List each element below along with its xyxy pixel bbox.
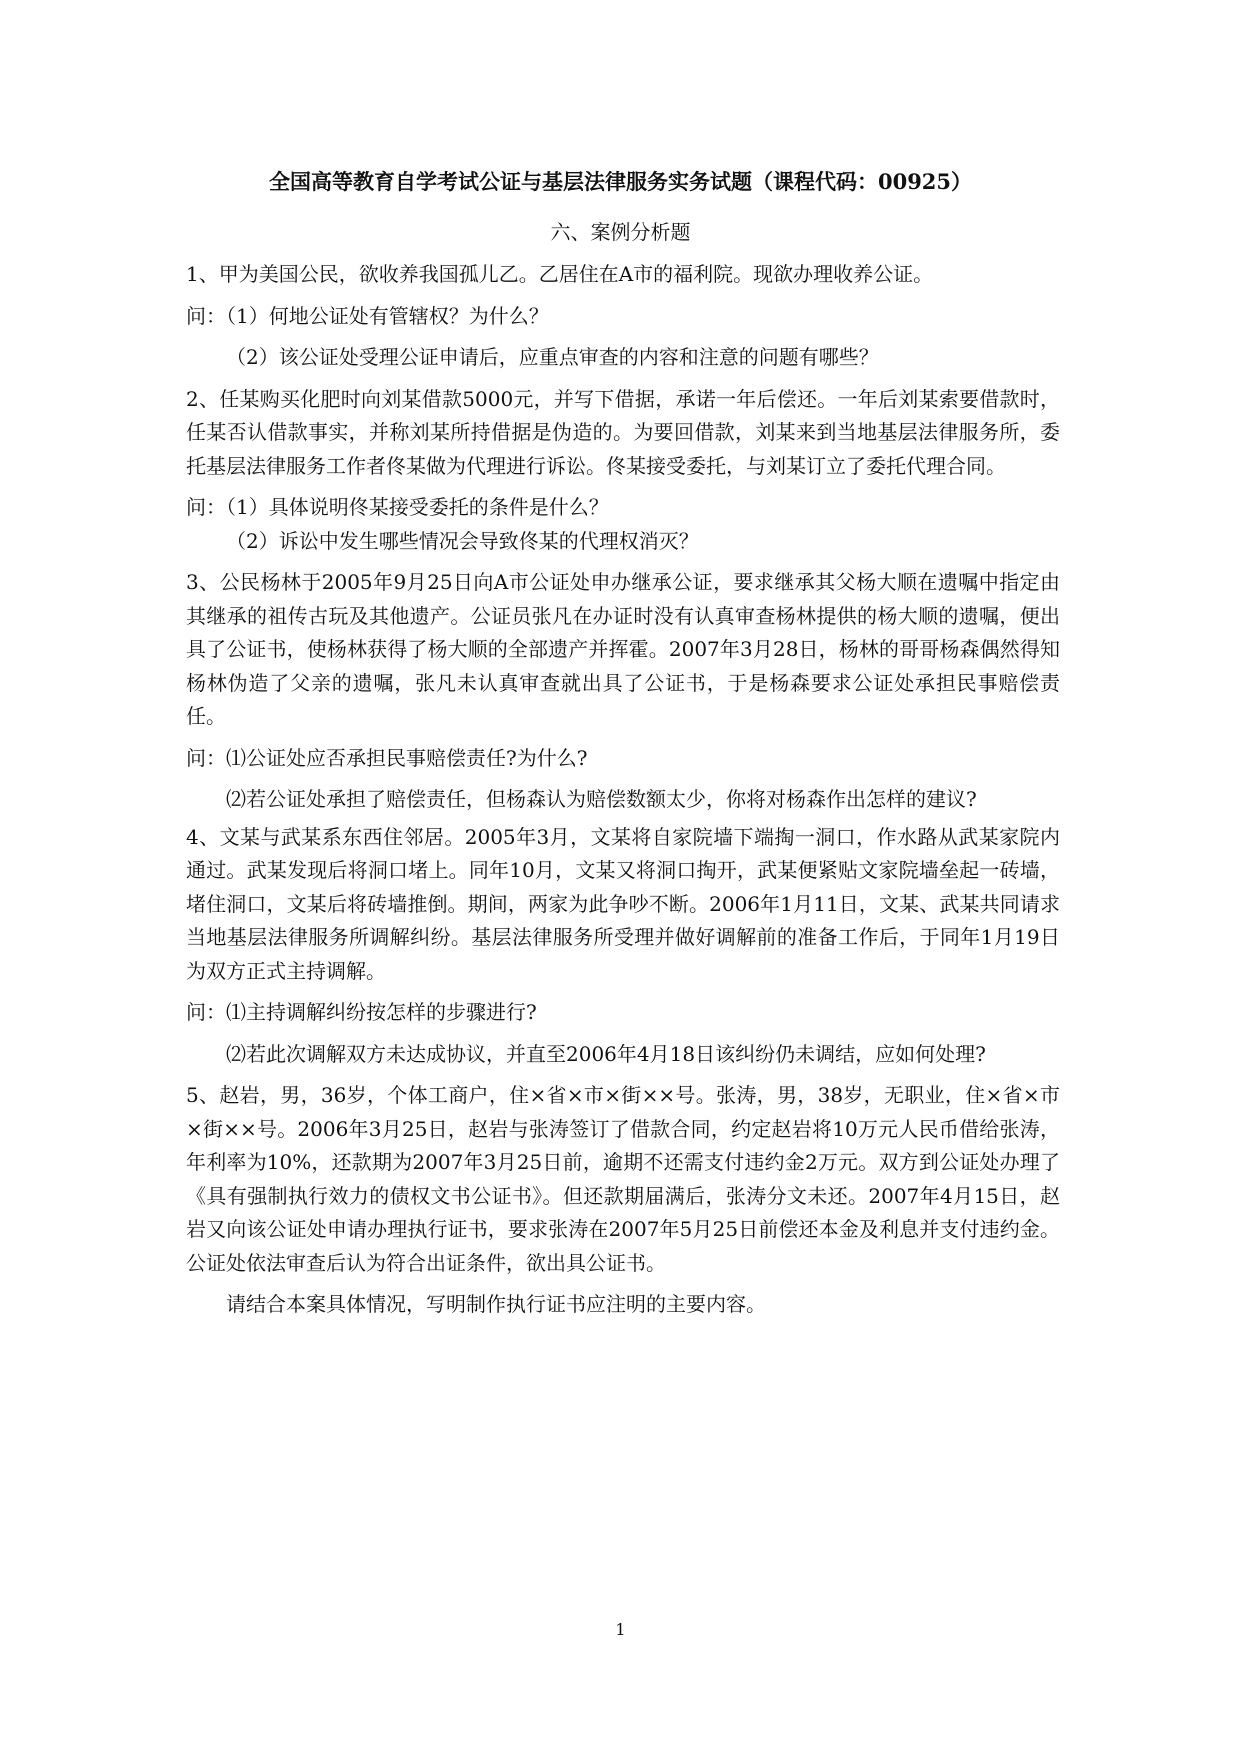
page-title: 全国高等教育自学考试公证与基层法律服务实务试题（课程代码：00925） <box>268 169 973 194</box>
case-4-question-1: 问：⑴主持调解纠纷按怎样的步骤进行? <box>186 1000 537 1024</box>
case-5-question: 请结合本案具体情况，写明制作执行证书应注明的主要内容。 <box>226 1292 766 1316</box>
document-body <box>186 258 1060 1322</box>
case-5-text: 5、赵岩，男，36岁，个体工商户，住×省×市×街××号。张涛，男，38岁，无职业，住×省×市×街××号。2006年3月25日，赵岩与张涛签订了借款合同，约定赵岩将10万元人民币借给张涛，年利率为10%，还款期为2007年3月25日前，逾期不还需支付违约金2万元。双方到公证处办理了《具有强制执行效力的债权文书公证书》。但还款期届满后，张涛分文未还。2007年4月15日，赵岩又向该公证处申请办理执行证书，要求张涛在2007年5月25日前偿还本金及利息并支付违约金。公证处依法审查后认为符合出证条件，欲出具公证书。 <box>186 1083 1060 1275</box>
case-4-question-2: ⑵若此次调解双方未达成协议，并直至2006年4月18日该纠纷仍未调结，应如何处理? <box>226 1041 986 1066</box>
page-number: 1 <box>615 1620 626 1639</box>
case-4-text: 4、文某与武某系东西住邻居。2005年3月，文某将自家院墙下端掏一洞口，作水路从武某家院内通过。武某发现后将洞口堵上。同年10月，文某又将洞口掏开，武某便紧贴文家院墙垒起一砖墙，堵住洞口，文某后将砖墙推倒。期间，两家为此争吵不断。2006年1月11日，文某、武某共同请求当地基层法律服务所调解纠纷。基层法律服务所受理并做好调解前的准备工作后，于同年1月19日为双方正式主持调解。 <box>186 824 1060 983</box>
case-1-question-2: （2）该公证处受理公证申请后，应重点审查的内容和注意的问题有哪些？ <box>226 345 879 369</box>
case-3-question-1: 问：⑴公证处应否承担民事赔偿责任?为什么? <box>186 745 588 770</box>
case-2-question-1: 问：（1）具体说明佟某接受委托的条件是什么？ <box>186 495 609 519</box>
case-1-text: 1、甲为美国公民，欲收养我国孤儿乙。乙居住在A市的福利院。现欲办理收养公证。 <box>186 262 934 286</box>
case-2-text: 2、任某购买化肥时向刘某借款5000元，并写下借据，承诺一年后偿还。一年后刘某索要借款时，任某否认借款事实，并称刘某所持借据是伪造的。为要回借款，刘某来到当地基层法律服务所，委托基层法律服务工作者佟某做为代理进行诉讼。佟某接受委托，与刘某订立了委托代理合同。 <box>186 386 1060 478</box>
case-2-question-2: （2）诉讼中发生哪些情况会导致佟某的代理权消灭？ <box>226 528 699 553</box>
case-1-question-1: 问：（1）何地公证处有管辖权？为什么？ <box>186 303 549 328</box>
case-3-text: 3、公民杨林于2005年9月25日向A市公证处申办继承公证，要求继承其父杨大顺在遗嘱中指定由其继承的祖传古玩及其他遗产。公证员张凡在办证时没有认真审查杨林提供的杨大顺的遗嘱，便出具了公证书，使杨林获得了杨大顺的全部遗产并挥霍。2007年3月28日，杨林的哥哥杨森偶然得知杨林伪造了父亲的遗嘱，张凡未认真审查就出具了公证书，于是杨森要求公证处承担民事赔偿责任。 <box>186 570 1060 728</box>
section-heading: 六、案例分析题 <box>550 220 691 244</box>
case-3-question-2: ⑵若公证处承担了赔偿责任，但杨森认为赔偿数额太少，你将对杨森作出怎样的建议? <box>226 787 977 811</box>
